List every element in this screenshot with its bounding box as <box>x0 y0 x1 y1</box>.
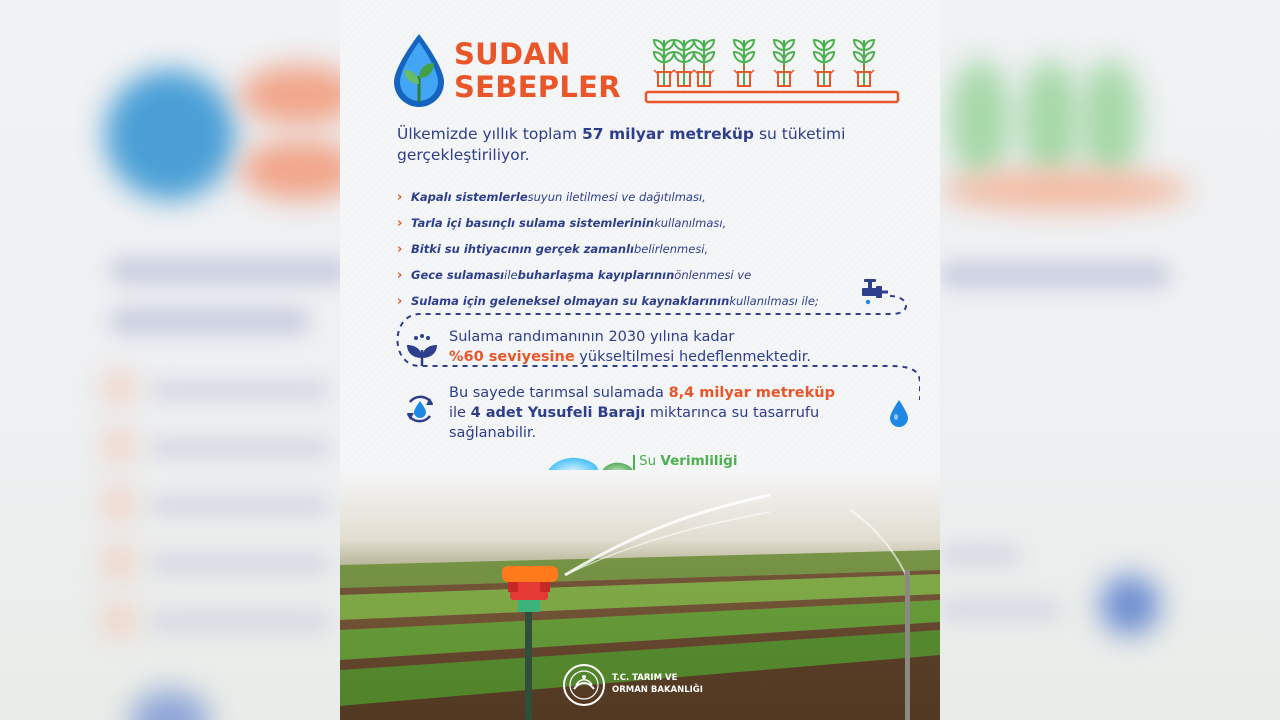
intro-highlight: 57 milyar metreküp <box>582 125 755 143</box>
campaign-text-bold: Verimliliği <box>660 453 738 469</box>
saving-part: miktarınca su tasarrufu sağlanabilir. <box>449 405 820 441</box>
ministry-line-2: ORMAN BAKANLIĞI <box>612 685 703 695</box>
list-item <box>397 184 917 210</box>
intro-text <box>397 124 917 166</box>
recycle-drop-icon <box>402 392 438 426</box>
saving-highlight: 4 adet Yusufeli Barajı <box>470 405 646 421</box>
chevron-right-icon: › <box>397 189 403 205</box>
water-plant-icon <box>402 334 442 368</box>
campaign-text-part: Su <box>639 453 661 469</box>
target-line: Sulama randımanının 2030 yılına kadar <box>449 329 735 345</box>
water-drop-sprout-icon <box>390 32 448 108</box>
bullet-emphasis: Kapalı sistemlerle <box>411 190 528 204</box>
bullet-emphasis: Bitki su ihtiyacının gerçek zamanlı <box>411 242 634 256</box>
bullet-emphasis: buharlaşma kayıplarının <box>517 268 675 282</box>
bullet-emphasis: Gece sulaması <box>411 268 505 282</box>
intro-prefix: Ülkemizde yıllık toplam <box>397 125 582 143</box>
infographic-poster <box>340 0 940 720</box>
target-text <box>449 327 869 367</box>
chevron-right-icon: › <box>397 267 403 283</box>
ministry-name <box>612 672 703 696</box>
ministry-emblem-icon <box>562 663 606 707</box>
list-item <box>397 210 917 236</box>
chevron-right-icon: › <box>397 215 403 231</box>
bullet-text: ile <box>504 268 518 282</box>
target-highlight: %60 seviyesine <box>449 349 575 365</box>
sprinkler-row-icon <box>644 32 900 110</box>
ministry-line-1: T.C. TARIM VE <box>612 673 678 683</box>
water-drop-icon <box>888 398 910 428</box>
list-item <box>397 262 917 288</box>
target-line: yükseltilmesi hedeflenmektedir. <box>574 349 811 365</box>
intro-suffix: su tüketimi gerçekleştiriliyor. <box>397 125 846 164</box>
list-item <box>397 236 917 262</box>
bullet-text: kullanılması, <box>654 216 727 230</box>
bullet-text: suyun iletilmesi ve dağıtılması, <box>527 190 706 204</box>
chevron-right-icon: › <box>397 293 403 309</box>
background-right <box>940 0 1280 720</box>
saving-text <box>449 383 899 443</box>
bullet-emphasis: Sulama için geleneksel olmayan su kaynaklarının <box>411 294 730 308</box>
saving-part: ile <box>449 405 471 421</box>
bullet-text: önlenmesi ve <box>674 268 752 282</box>
saving-highlight: 8,4 milyar metreküp <box>668 385 835 401</box>
saving-part: Bu sayede tarımsal sulamada <box>449 385 669 401</box>
page-title <box>454 38 621 104</box>
background-left <box>0 0 340 720</box>
chevron-right-icon: › <box>397 241 403 257</box>
title-line-2: SEBEPLER <box>454 70 621 104</box>
bullet-emphasis: Tarla içi basınçlı sulama sistemlerinin <box>411 216 655 230</box>
bullet-text: kullanılması ile; <box>729 294 819 308</box>
bullet-text: belirlenmesi, <box>633 242 709 256</box>
title-line-1: SUDAN <box>454 37 571 71</box>
